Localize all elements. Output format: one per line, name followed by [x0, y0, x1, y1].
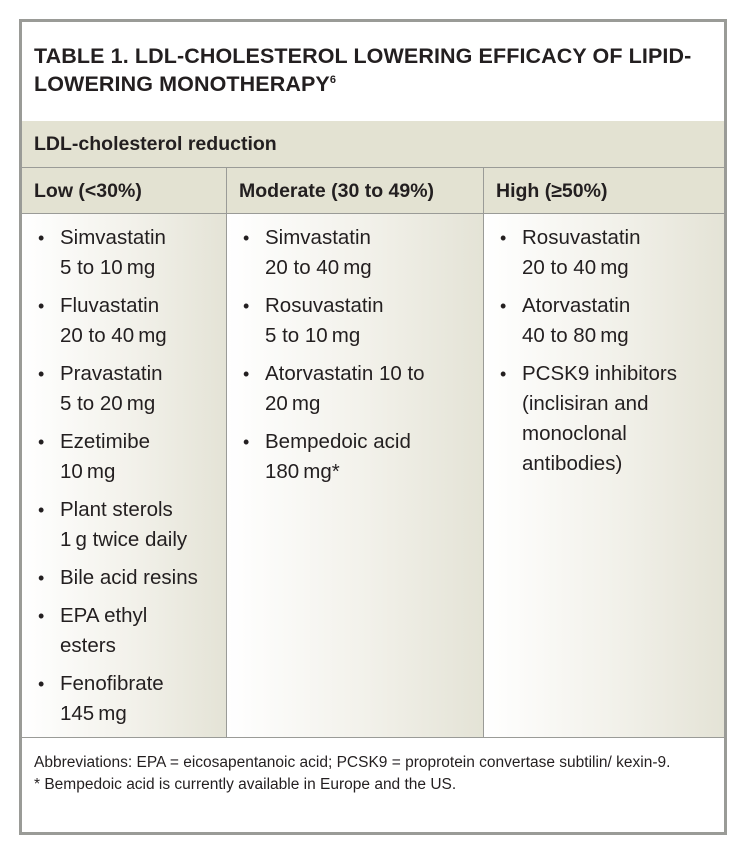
list-item-text: EPA ethyl [60, 604, 148, 627]
low-drug-list [36, 223, 220, 729]
table-frame [19, 19, 727, 835]
bullet-icon: • [38, 500, 45, 520]
list-item-text: monoclonal [522, 422, 627, 445]
list-item-text: Atorvastatin 10 to [265, 362, 425, 385]
list-item-text: 20 to 40 mg [522, 256, 629, 279]
bullet-icon: • [38, 364, 45, 384]
bullet-icon: • [500, 364, 507, 384]
list-item-text: 20 to 40 mg [265, 256, 372, 279]
column-header-low: Low (<30%) [22, 168, 227, 213]
list-item [36, 427, 220, 487]
list-item-text: Atorvastatin [522, 294, 631, 317]
list-item-text: Rosuvastatin [522, 226, 641, 249]
bullet-icon: • [38, 606, 45, 626]
list-item-text: 180 mg* [265, 460, 340, 483]
list-item [498, 359, 718, 479]
column-low-cell [22, 214, 227, 737]
list-item [36, 359, 220, 419]
bullet-icon: • [500, 296, 507, 316]
bullet-icon: • [243, 432, 250, 452]
table-number: TABLE 1. [34, 44, 129, 68]
list-item [36, 495, 220, 555]
bullet-icon: • [38, 296, 45, 316]
bullet-icon: • [243, 296, 250, 316]
list-item-text: 1 g twice daily [60, 528, 188, 551]
table-title [34, 42, 708, 98]
title-box [22, 22, 724, 118]
list-item [498, 291, 718, 351]
list-item [36, 223, 220, 283]
list-item-text: Simvastatin [265, 226, 371, 249]
bullet-icon: • [38, 674, 45, 694]
list-item-text: Pravastatin [60, 362, 163, 385]
list-item-text: 5 to 10 mg [60, 256, 156, 279]
column-moderate-cell [227, 214, 484, 737]
column-header-high: High (≥50%) [496, 180, 608, 202]
list-item-text: Simvastatin [60, 226, 166, 249]
list-item-text: Ezetimibe [60, 430, 151, 453]
list-item-text: Bempedoic acid [265, 430, 411, 453]
reference-superscript: 6 [329, 73, 337, 86]
bullet-icon: • [500, 228, 507, 248]
list-item-text: (inclisiran and [522, 392, 649, 415]
bullet-icon: • [38, 568, 45, 588]
list-item-text: 5 to 10 mg [265, 324, 361, 347]
list-item-text: Fluvastatin [60, 294, 160, 317]
list-item-text: 20 mg [265, 392, 321, 415]
group-header: LDL-cholesterol reduction [22, 121, 724, 168]
list-item-text: 20 to 40 mg [60, 324, 167, 347]
list-item [36, 563, 220, 593]
list-item-text: Rosuvastatin [265, 294, 384, 317]
bullet-icon: • [243, 228, 250, 248]
list-item [241, 291, 477, 351]
list-item [241, 359, 477, 419]
list-item-text: antibodies) [522, 452, 623, 475]
list-item [36, 601, 220, 661]
moderate-drug-list [241, 223, 477, 487]
list-item [36, 291, 220, 351]
list-item-text: esters [60, 634, 116, 657]
list-item-text: 40 to 80 mg [522, 324, 629, 347]
list-item-text: PCSK9 inhibitors [522, 362, 677, 385]
list-item-text: Fenofibrate [60, 672, 164, 695]
list-item [36, 669, 220, 729]
table-title-text: LDL-CHOLESTEROL LOWERING EFFICACY OF LIPID-LOWERING MONOTHERAPY [34, 44, 692, 96]
footnotes [22, 738, 724, 796]
high-drug-list [498, 223, 718, 479]
list-item-text: 145 mg [60, 702, 127, 725]
list-item-text: 10 mg [60, 460, 116, 483]
bullet-icon: • [243, 364, 250, 384]
bullet-icon: • [38, 432, 45, 452]
list-item [241, 223, 477, 283]
table-body-row [22, 214, 724, 738]
efficacy-table [22, 121, 724, 738]
column-header-moderate: Moderate (30 to 49%) [227, 168, 484, 213]
abbreviations-note: Abbreviations: EPA = eicosapentanoic acid; PCSK9 = proprotein convertase subtilin/ kexin-9. [34, 754, 671, 771]
asterisk-footnote: * Bempedoic acid is currently available in Europe and the US. [34, 776, 457, 793]
column-header-row [22, 168, 724, 214]
column-high-cell [484, 214, 724, 737]
bullet-icon: • [38, 228, 45, 248]
list-item-text: 5 to 20 mg [60, 392, 156, 415]
list-item-text: Plant sterols [60, 498, 173, 521]
list-item-text: Bile acid resins [60, 566, 198, 589]
list-item [241, 427, 477, 487]
list-item [498, 223, 718, 283]
